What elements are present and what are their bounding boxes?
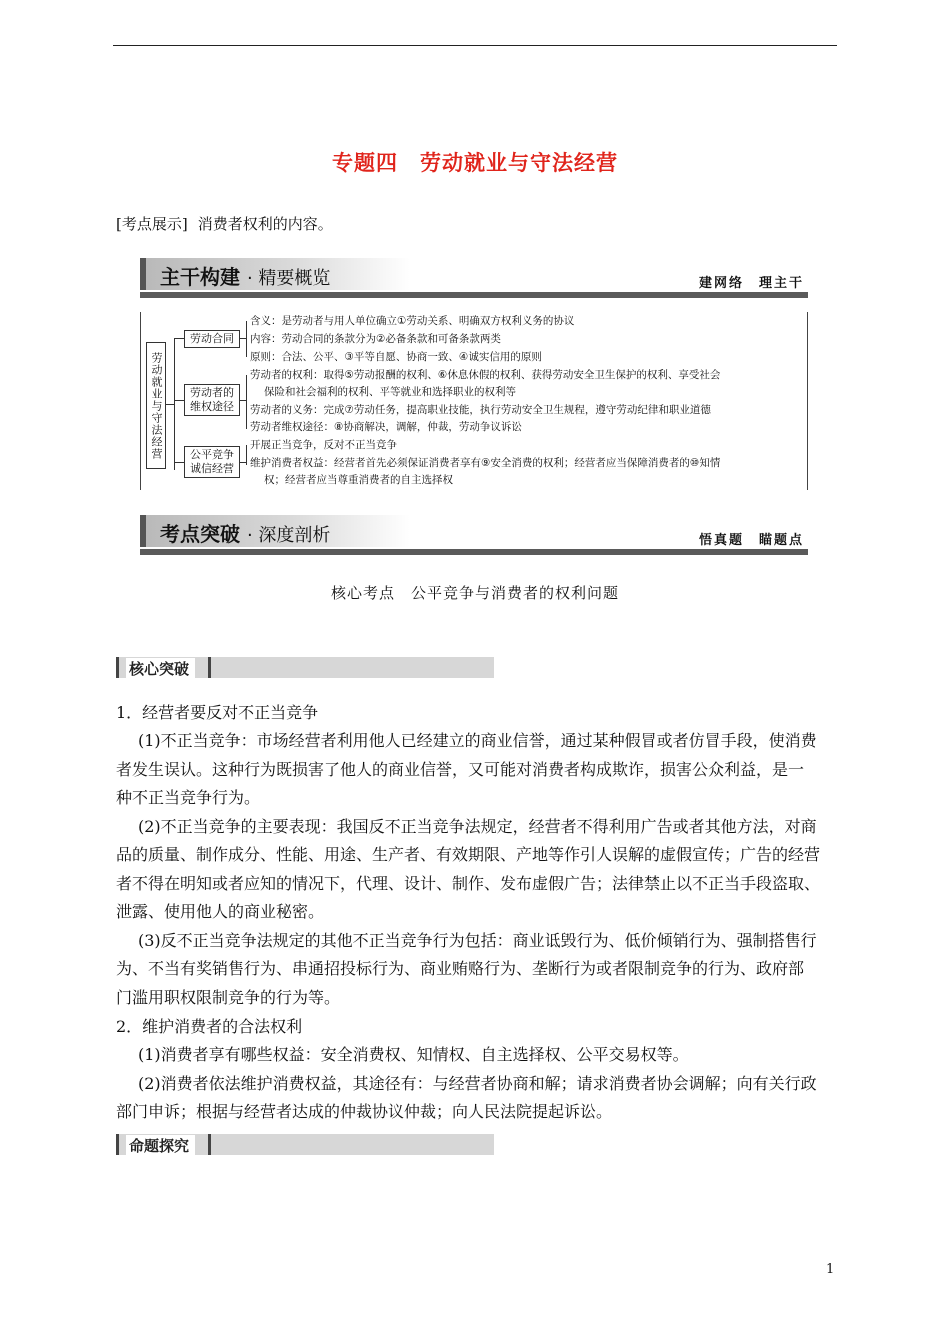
banner-right-text: 建网络 理主干 (698, 276, 804, 291)
paragraph-line: 品的质量、制作成分、性能、用途、生产者、有效期限、产地等作引人误解的虚假宣传；广告的经营 (116, 845, 821, 864)
page-title: 专题四 劳动就业与守法经营 (332, 151, 618, 175)
section-label-exploration (116, 1134, 494, 1155)
banner-title-main: 考点突破 (160, 522, 240, 546)
banner-title (160, 518, 330, 547)
paragraph-line: (1)不正当竞争：市场经营者利用他人已经建立的商业信誉，通过某种假冒或者仿冒手段，使消费 (138, 731, 817, 750)
paragraph-line: 者发生误认。这种行为既损害了他人的商业信誉，又可能对消费者构成欺诈，损害公众利益，是一 (116, 760, 805, 779)
banner-zhugan (140, 258, 808, 300)
banner-title-main: 主干构建 (160, 265, 240, 289)
tree-leaf: 含义：是劳动者与用人单位确立①劳动关系、明确双方权利义务的协议 (250, 315, 575, 327)
kaodian-line (116, 213, 333, 234)
tree-leaf: 劳动者的权利：取得⑤劳动报酬的权利、⑥休息休假的权利、获得劳动安全卫生保护的权利、享受社会 (250, 369, 721, 381)
banner-right-text: 悟真题 瞄题点 (698, 533, 804, 548)
kaodian-text: 消费者权利的内容。 (197, 215, 333, 233)
paragraph-line: 门滥用职权限制竞争的行为等。 (116, 988, 341, 1007)
tree-leaf: 开展正当竞争，反对不正当竞争 (250, 439, 397, 451)
tree-branch-rights-route: 劳动者的维权途径 (184, 384, 240, 416)
banner-title-sub: · 深度剖析 (246, 525, 331, 546)
paragraph-line: 部门申诉；根据与经营者达成的仲裁协议仲裁；向人民法院提起诉讼。 (116, 1102, 613, 1121)
point-2-heading: 2．维护消费者的合法权利 (116, 1017, 303, 1036)
section-label-core (116, 657, 494, 678)
tree-branch-fair-competition: 公平竞争诚信经营 (184, 446, 240, 478)
tree-leaf: 劳动者的义务：完成⑦劳动任务，提高职业技能，执行劳动安全卫生规程，遵守劳动纪律和职业道德 (250, 404, 711, 416)
section-label-text: 核心突破 (126, 658, 195, 679)
tree-root: 劳动就业与守法经营 (146, 342, 166, 469)
paragraph-line: 种不正当竞争行为。 (116, 788, 261, 807)
kaodian-tag: [考点展示] (116, 215, 188, 233)
point-1-heading: 1．经营者要反对不正当竞争 (116, 703, 319, 722)
core-topic-heading: 核心考点 公平竞争与消费者的权利问题 (330, 584, 619, 602)
paragraph-line: 泄露、使用他人的商业秘密。 (116, 902, 325, 921)
paragraph-line: (3)反不正当竞争法规定的其他不正当竞争行为包括：商业诋毁行为、低价倾销行为、强制搭售行 (138, 931, 817, 950)
paragraph-line: (2)不正当竞争的主要表现：我国反不正当竞争法规定，经营者不得利用广告或者其他方法，对商 (138, 817, 817, 836)
section-label-text: 命题探究 (126, 1135, 195, 1156)
knowledge-tree (140, 312, 808, 490)
header-rule (113, 45, 837, 46)
banner-kaodian (140, 515, 808, 557)
tree-leaf: 保险和社会福利的权利、平等就业和选择职业的权利等 (264, 386, 516, 398)
banner-title (160, 261, 330, 290)
tree-leaf: 原则：合法、公平、③平等自愿、协商一致、④诚实信用的原则 (250, 351, 542, 363)
tree-leaf: 劳动者维权途径：⑧协商解决，调解，仲裁，劳动争议诉讼 (250, 421, 522, 433)
tree-branch-contract: 劳动合同 (184, 330, 240, 348)
paragraph-line: 为、不当有奖销售行为、串通招投标行为、商业贿赂行为、垄断行为或者限制竞争的行为、政府部 (116, 959, 805, 978)
tree-leaf: 内容：劳动合同的条款分为②必备条款和可备条款两类 (250, 333, 501, 345)
paragraph-line: (2)消费者依法维护消费权益，其途径有：与经营者协商和解；请求消费者协会调解；向有关行政 (138, 1074, 817, 1093)
banner-title-sub: · 精要概览 (246, 268, 331, 289)
paragraph-line: 者不得在明知或者应知的情况下，代理、设计、制作、发布虚假广告；法律禁止以不正当手段盗取、 (116, 874, 821, 893)
tree-leaf: 维护消费者权益：经营者首先必须保证消费者享有⑨安全消费的权利；经营者应当保障消费者的⑩知情 (250, 457, 721, 469)
tree-leaf: 权；经营者应当尊重消费者的自主选择权 (264, 474, 453, 486)
page-number: 1 (826, 1262, 835, 1277)
paragraph-line: (1)消费者享有哪些权益：安全消费权、知情权、自主选择权、公平交易权等。 (138, 1045, 689, 1064)
